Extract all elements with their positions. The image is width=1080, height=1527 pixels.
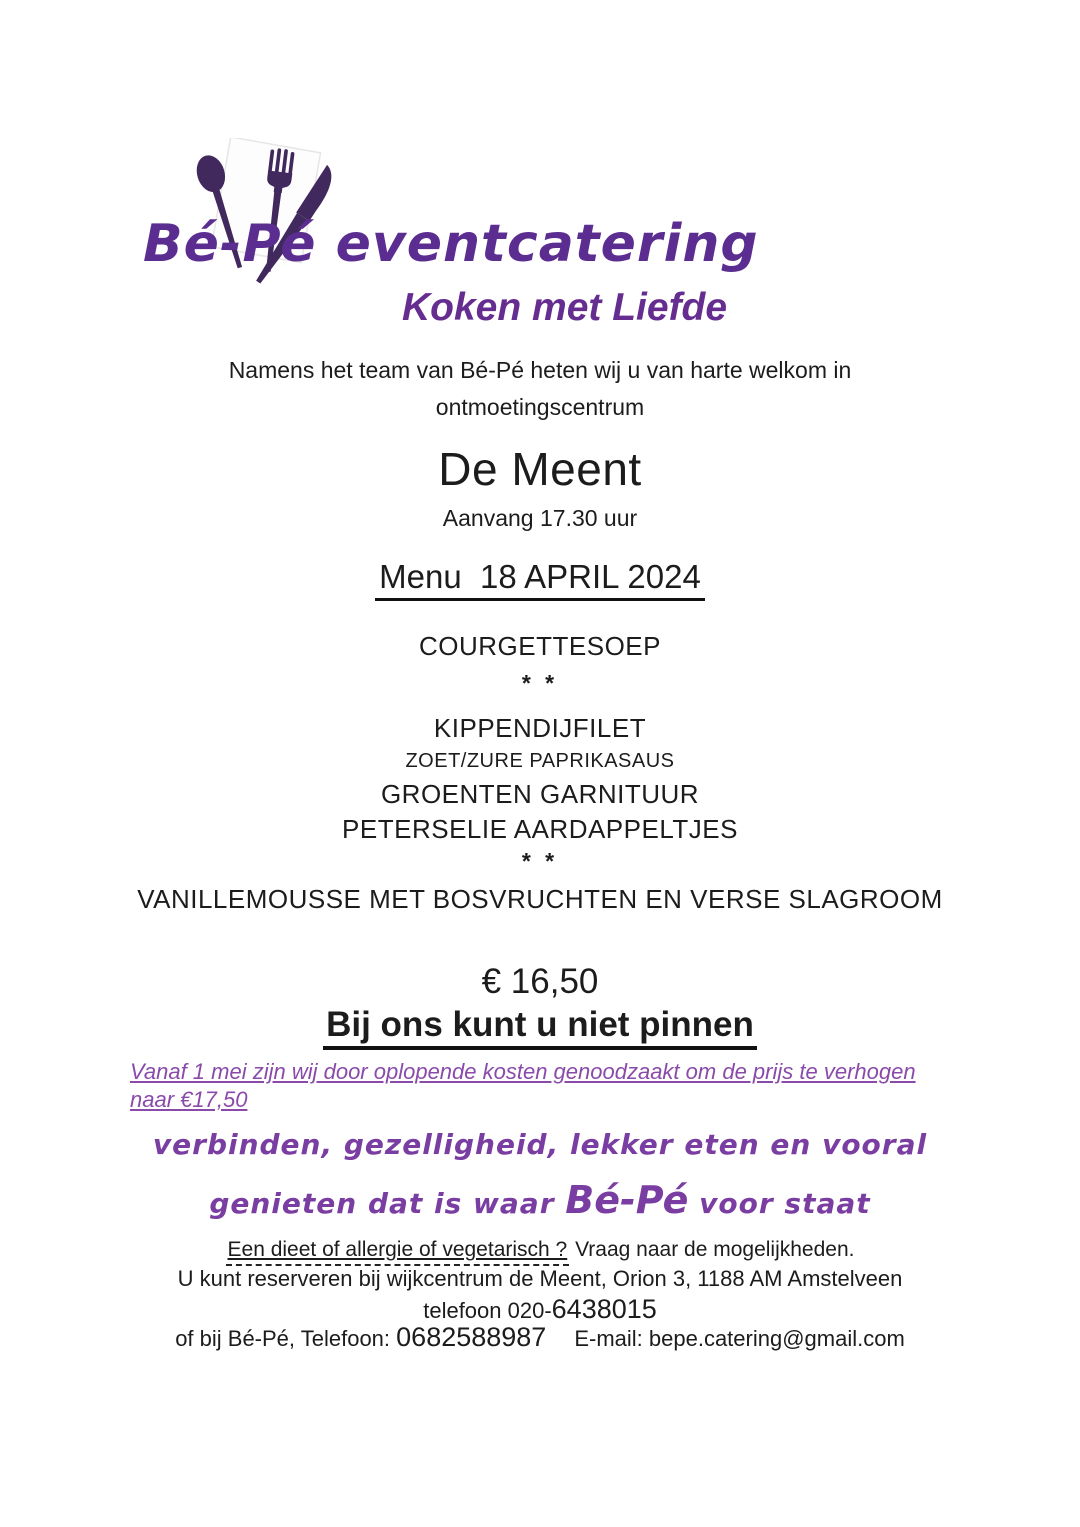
contact-email: E-mail: bepe.catering@gmail.com — [574, 1326, 905, 1351]
dietary-question: Een dieet of allergie of vegetarisch ? — [226, 1238, 570, 1266]
menu-main-side-vegetables: GROENTEN GARNITUUR — [380, 779, 700, 809]
brand-title: Bé-Pé eventcatering — [143, 214, 759, 274]
contact-prefix: of bij Bé-Pé, Telefoon: — [175, 1326, 397, 1351]
welcome-text — [0, 352, 1080, 426]
menu-price: € 16,50 — [481, 962, 599, 1001]
reservation-info: U kunt reserveren bij wijkcentrum de Meent, Orion 3, 1188 AM Amstelveen — [177, 1266, 903, 1291]
payment-note-text: Bij ons kunt u niet pinnen — [323, 1005, 757, 1050]
menu-course-dessert: VANILLEMOUSSE MET BOSVRUCHTEN EN VERSE SLAGROOM — [137, 884, 943, 914]
menu-title — [0, 558, 1080, 596]
dietary-rest: Vraag naar de mogelijkheden. — [569, 1238, 855, 1261]
slogan-line2-prefix: genieten dat is waar — [209, 1187, 566, 1220]
menu-separator: * * — [521, 848, 559, 874]
start-time: Aanvang 17.30 uur — [442, 505, 638, 531]
menu-title-text: Menu 18 APRIL 2024 — [375, 558, 705, 601]
venue-phone-prefix: telefoon 020- — [423, 1298, 552, 1323]
menu-separator: * * — [521, 670, 559, 696]
payment-note — [0, 1005, 1080, 1045]
slogan-line2-suffix: voor staat — [688, 1187, 871, 1220]
slogan-line2 — [0, 1178, 1080, 1222]
menu-course-main: KIPPENDIJFILET — [433, 713, 647, 743]
catering-contact — [0, 1322, 1080, 1353]
price-increase-line2: naar €17,50 — [130, 1087, 248, 1112]
menu-course-soup: COURGETTESOEP — [419, 631, 661, 661]
welcome-line1: Namens het team van Bé-Pé heten wij u van harte welkom in — [228, 357, 852, 383]
venue-phone-number: 6438015 — [551, 1294, 657, 1324]
contact-phone-number: 0682588987 — [396, 1322, 547, 1352]
menu-main-side-potatoes: PETERSELIE AARDAPPELTJES — [342, 814, 738, 844]
venue-phone — [0, 1294, 1080, 1325]
price-increase-notice — [130, 1058, 960, 1114]
slogan-line1: verbinden, gezelligheid, lekker eten en vooral — [152, 1128, 928, 1161]
menu-main-sauce: ZOET/ZURE PAPRIKASAUS — [405, 750, 675, 772]
price-increase-line1: Vanaf 1 mei zijn wij door oplopende kosten genoodzaakt om de prijs te verhogen — [130, 1059, 916, 1084]
brand-tagline: Koken met Liefde — [402, 286, 728, 329]
welcome-line2: ontmoetingscentrum — [435, 394, 645, 420]
dietary-note — [0, 1238, 1080, 1262]
venue-name: De Meent — [438, 443, 642, 495]
slogan-brand-name: Bé-Pé — [565, 1178, 689, 1222]
